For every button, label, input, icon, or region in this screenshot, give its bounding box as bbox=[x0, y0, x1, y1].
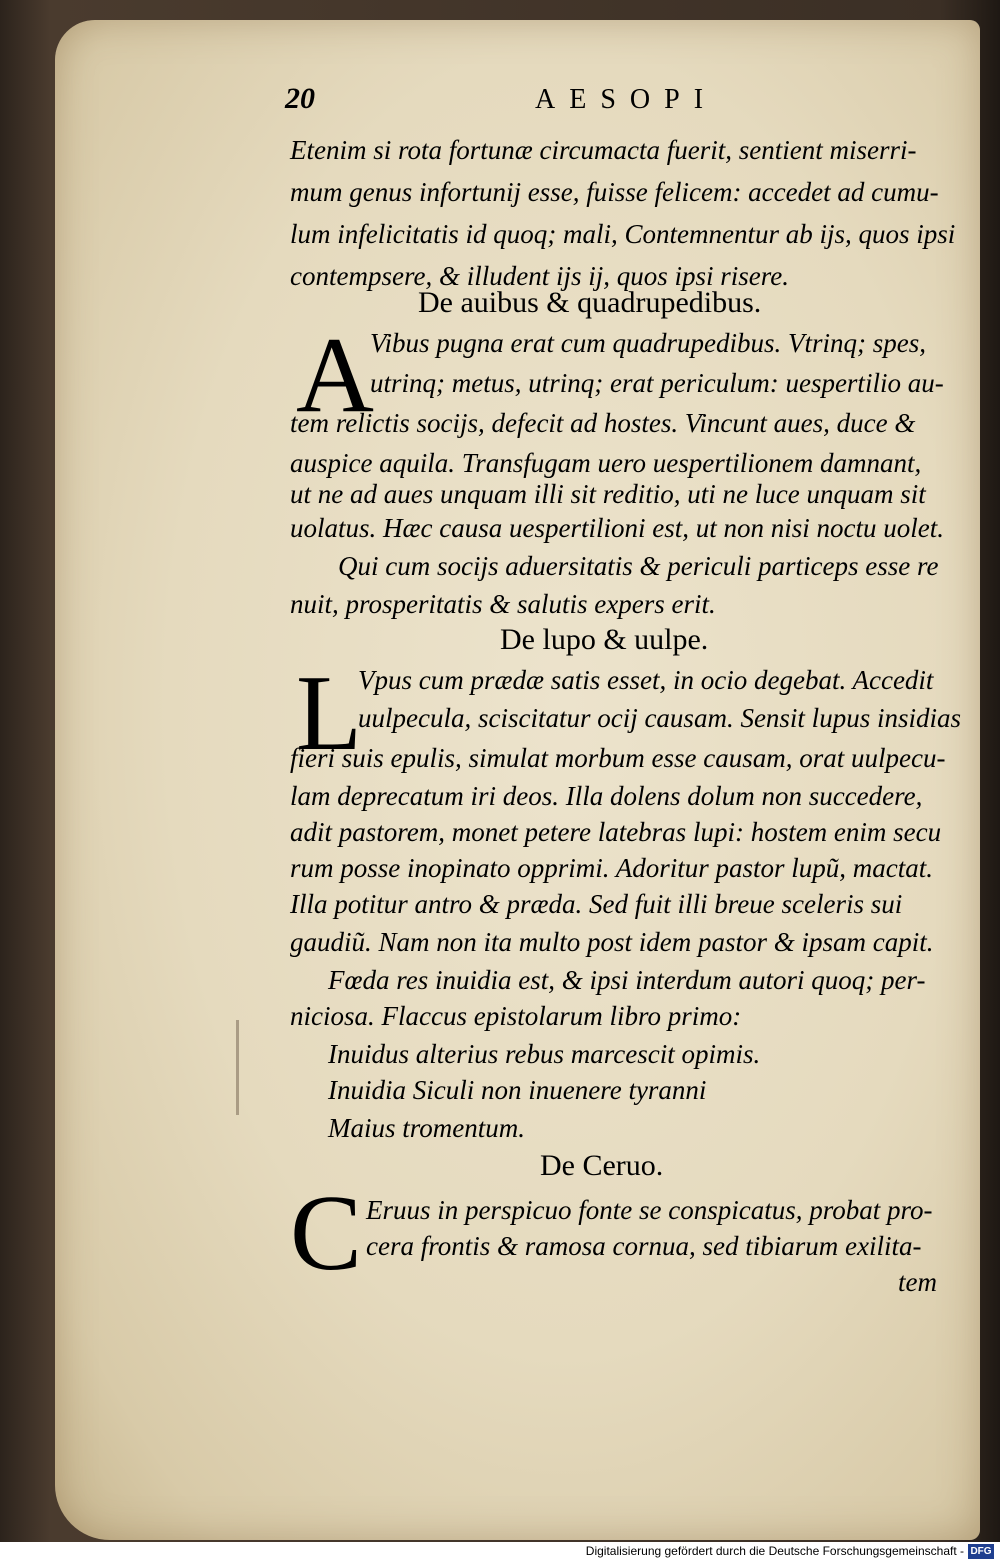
text-line: mum genus infortunij esse, fuisse felicem: accedet ad cumu- bbox=[290, 177, 939, 207]
digitization-footer bbox=[0, 1542, 1000, 1562]
page-number: 20 bbox=[285, 82, 315, 115]
catchword: tem bbox=[898, 1267, 937, 1297]
text-line: fieri suis epulis, simulat morbum esse causam, orat uulpecu- bbox=[290, 743, 946, 773]
margin-marks bbox=[236, 1020, 245, 1115]
text-line: auspice aquila. Transfugam uero uespertilionem damnant, bbox=[290, 448, 922, 478]
text-line: uolatus. Hæc causa uespertilioni est, ut non nisi noctu uolet. bbox=[290, 513, 944, 543]
text-line: adit pastorem, monet petere latebras lupi: hostem enim secu bbox=[290, 817, 942, 847]
dfg-logo-icon: DFG bbox=[968, 1544, 994, 1559]
fable-heading: De Ceruo. bbox=[540, 1149, 664, 1182]
fable-heading: De lupo & uulpe. bbox=[500, 623, 709, 656]
text-line: tem relictis socijs, defecit ad hostes. Vincunt aues, duce & bbox=[290, 408, 916, 438]
verse-line: Inuidus alterius rebus marcescit opimis. bbox=[328, 1039, 761, 1069]
drop-initial: C bbox=[290, 1174, 363, 1293]
drop-initial: L bbox=[296, 654, 362, 773]
footer-credit: Digitalisierung gefördert durch die Deutsche Forschungsgemeinschaft - bbox=[585, 1544, 964, 1558]
running-title: AESOPI bbox=[535, 84, 718, 115]
text-line: ut ne ad aues unquam illi sit reditio, uti ne luce unquam sit bbox=[290, 479, 926, 509]
text-line: Vpus cum prædæ satis esset, in ocio degebat. Accedit bbox=[358, 665, 934, 695]
verse-line: Inuidia Siculi non inuenere tyranni bbox=[328, 1075, 707, 1105]
fable-heading: De auibus & quadrupedibus. bbox=[418, 286, 762, 319]
text-line: uulpecula, sciscitatur ocij causam. Sensit lupus insidias bbox=[358, 703, 961, 733]
text-line: utrinq; metus, utrinq; erat periculum: uespertilio au- bbox=[370, 368, 944, 398]
text-line: Etenim si rota fortunæ circumacta fuerit, sentient miserri- bbox=[290, 135, 917, 165]
text-line: Illa potitur antro & præda. Sed fuit illi breue sceleris sui bbox=[290, 889, 903, 919]
text-line: cera frontis & ramosa cornua, sed tibiarum exilita- bbox=[366, 1231, 922, 1261]
running-head bbox=[285, 82, 765, 122]
moral-line: Fœda res inuidia est, & ipsi interdum autori quoq; per- bbox=[328, 965, 926, 995]
text-line: Eruus in perspicuo fonte se conspicatus, probat pro- bbox=[366, 1195, 933, 1225]
text-line: Vibus pugna erat cum quadrupedibus. Vtrinq; spes, bbox=[370, 328, 926, 358]
moral-line: nuit, prosperitatis & salutis expers erit. bbox=[290, 589, 716, 619]
text-line: gaudiũ. Nam non ita multo post idem pastor & ipsam capit. bbox=[290, 927, 934, 957]
text-line: lam deprecatum iri deos. Illa dolens dolum non succedere, bbox=[290, 781, 923, 811]
text-line: lum infelicitatis id quoq; mali, Contemnentur ab ijs, quos ipsi bbox=[290, 219, 956, 249]
text-line: rum posse inopinato opprimi. Adoritur pastor lupũ, mactat. bbox=[290, 853, 934, 883]
verse-line: Maius tromentum. bbox=[328, 1113, 525, 1143]
text-line: contempsere, & illudent ijs ij, quos ipsi risere. bbox=[290, 261, 789, 291]
moral-line: niciosa. Flaccus epistolarum libro primo: bbox=[290, 1001, 742, 1031]
drop-initial: A bbox=[296, 316, 374, 435]
moral-line: Qui cum socijs aduersitatis & periculi particeps esse re bbox=[338, 551, 939, 581]
